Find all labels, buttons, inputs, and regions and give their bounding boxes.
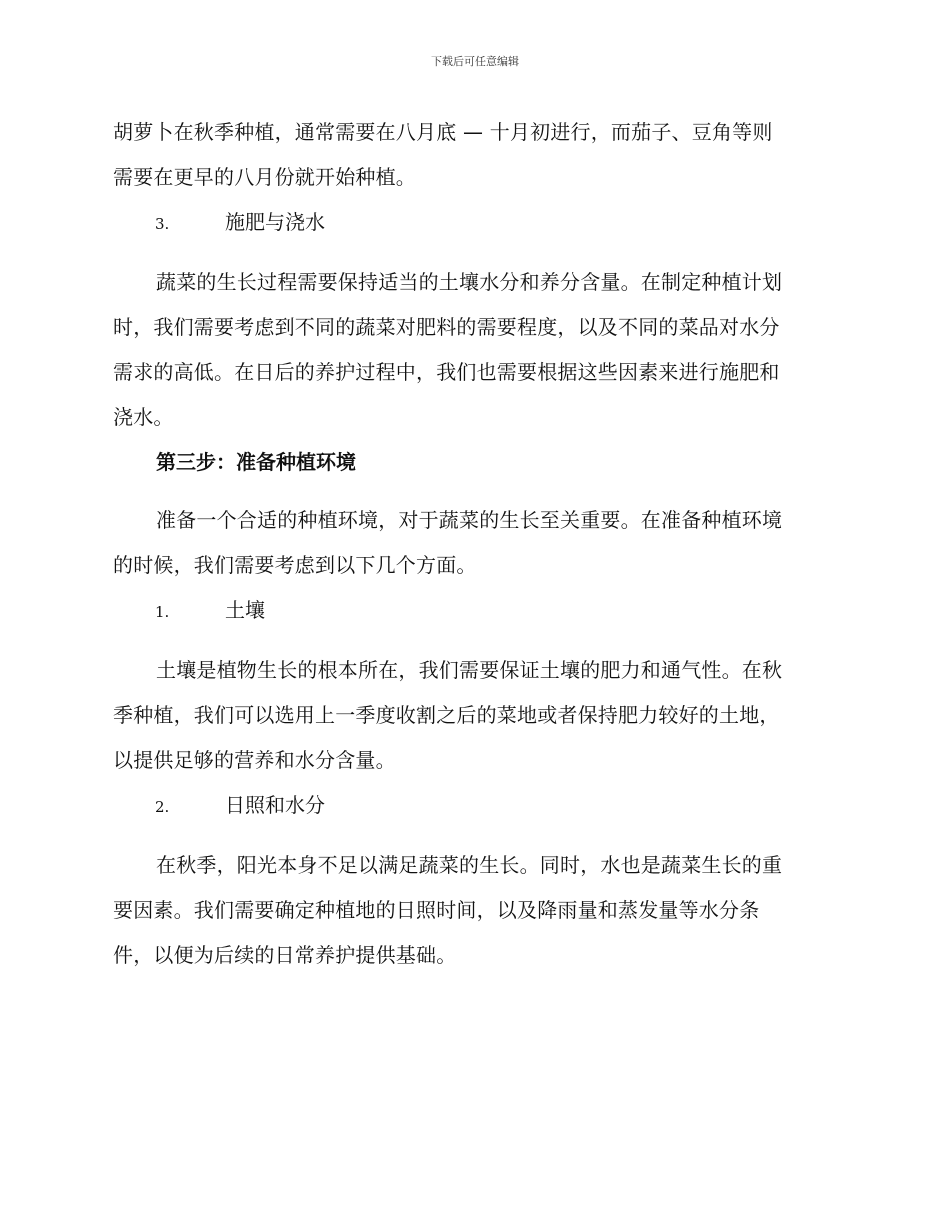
paragraph-environment-intro — [113, 498, 837, 588]
document-body — [113, 110, 837, 978]
text-line: 需要在更早的八月份就开始种植。 — [113, 165, 416, 189]
list-number: 1. — [155, 603, 170, 621]
text-line: 的时候，我们需要考虑到以下几个方面。 — [113, 553, 477, 577]
paragraph-sun-water — [113, 843, 837, 978]
list-label: 日照和水分 — [225, 793, 325, 817]
text-line: 件，以便为后续的日常养护提供基础。 — [113, 943, 457, 967]
text-line: 季种植，我们可以选用上一季度收割之后的菜地或者保持肥力较好的土地， — [113, 703, 780, 727]
text-line: 蔬菜的生长过程需要保持适当的土壤水分和养分含量。在制定种植计划 — [156, 270, 783, 294]
list-number: 3. — [155, 215, 170, 233]
list-item-sun-water — [113, 783, 837, 830]
text-line: 土壤是植物生长的根本所在，我们需要保证土壤的肥力和通气性。在秋 — [156, 658, 783, 682]
page-header: 下载后可任意编辑 — [431, 55, 519, 68]
paragraph-carrot-timing — [113, 110, 837, 200]
text-line: 需求的高低。在日后的养护过程中，我们也需要根据这些因素来进行施肥和 — [113, 360, 780, 384]
paragraph-soil — [113, 648, 837, 783]
list-item-fertilize-water — [113, 200, 837, 247]
text-line: 浇水。 — [113, 405, 174, 429]
section-heading: 第三步：准备种植环境 — [156, 450, 356, 474]
list-label: 施肥与浇水 — [225, 210, 325, 234]
list-item-soil — [113, 588, 837, 635]
text-line: 准备一个合适的种植环境，对于蔬菜的生长至关重要。在准备种植环境 — [156, 508, 783, 532]
text-line: 时，我们需要考虑到不同的蔬菜对肥料的需要程度，以及不同的菜品对水分 — [113, 315, 780, 339]
list-label: 土壤 — [225, 598, 265, 622]
list-number: 2. — [155, 798, 170, 816]
text-line: 胡萝卜在秋季种植，通常需要在八月底 — 十月初进行，而茄子、豆角等则 — [113, 120, 773, 144]
text-line: 要因素。我们需要确定种植地的日照时间，以及降雨量和蒸发量等水分条 — [113, 898, 760, 922]
text-line: 在秋季，阳光本身不足以满足蔬菜的生长。同时，水也是蔬菜生长的重 — [156, 853, 783, 877]
paragraph-fertilize — [113, 260, 837, 440]
text-line: 以提供足够的营养和水分含量。 — [113, 748, 396, 772]
